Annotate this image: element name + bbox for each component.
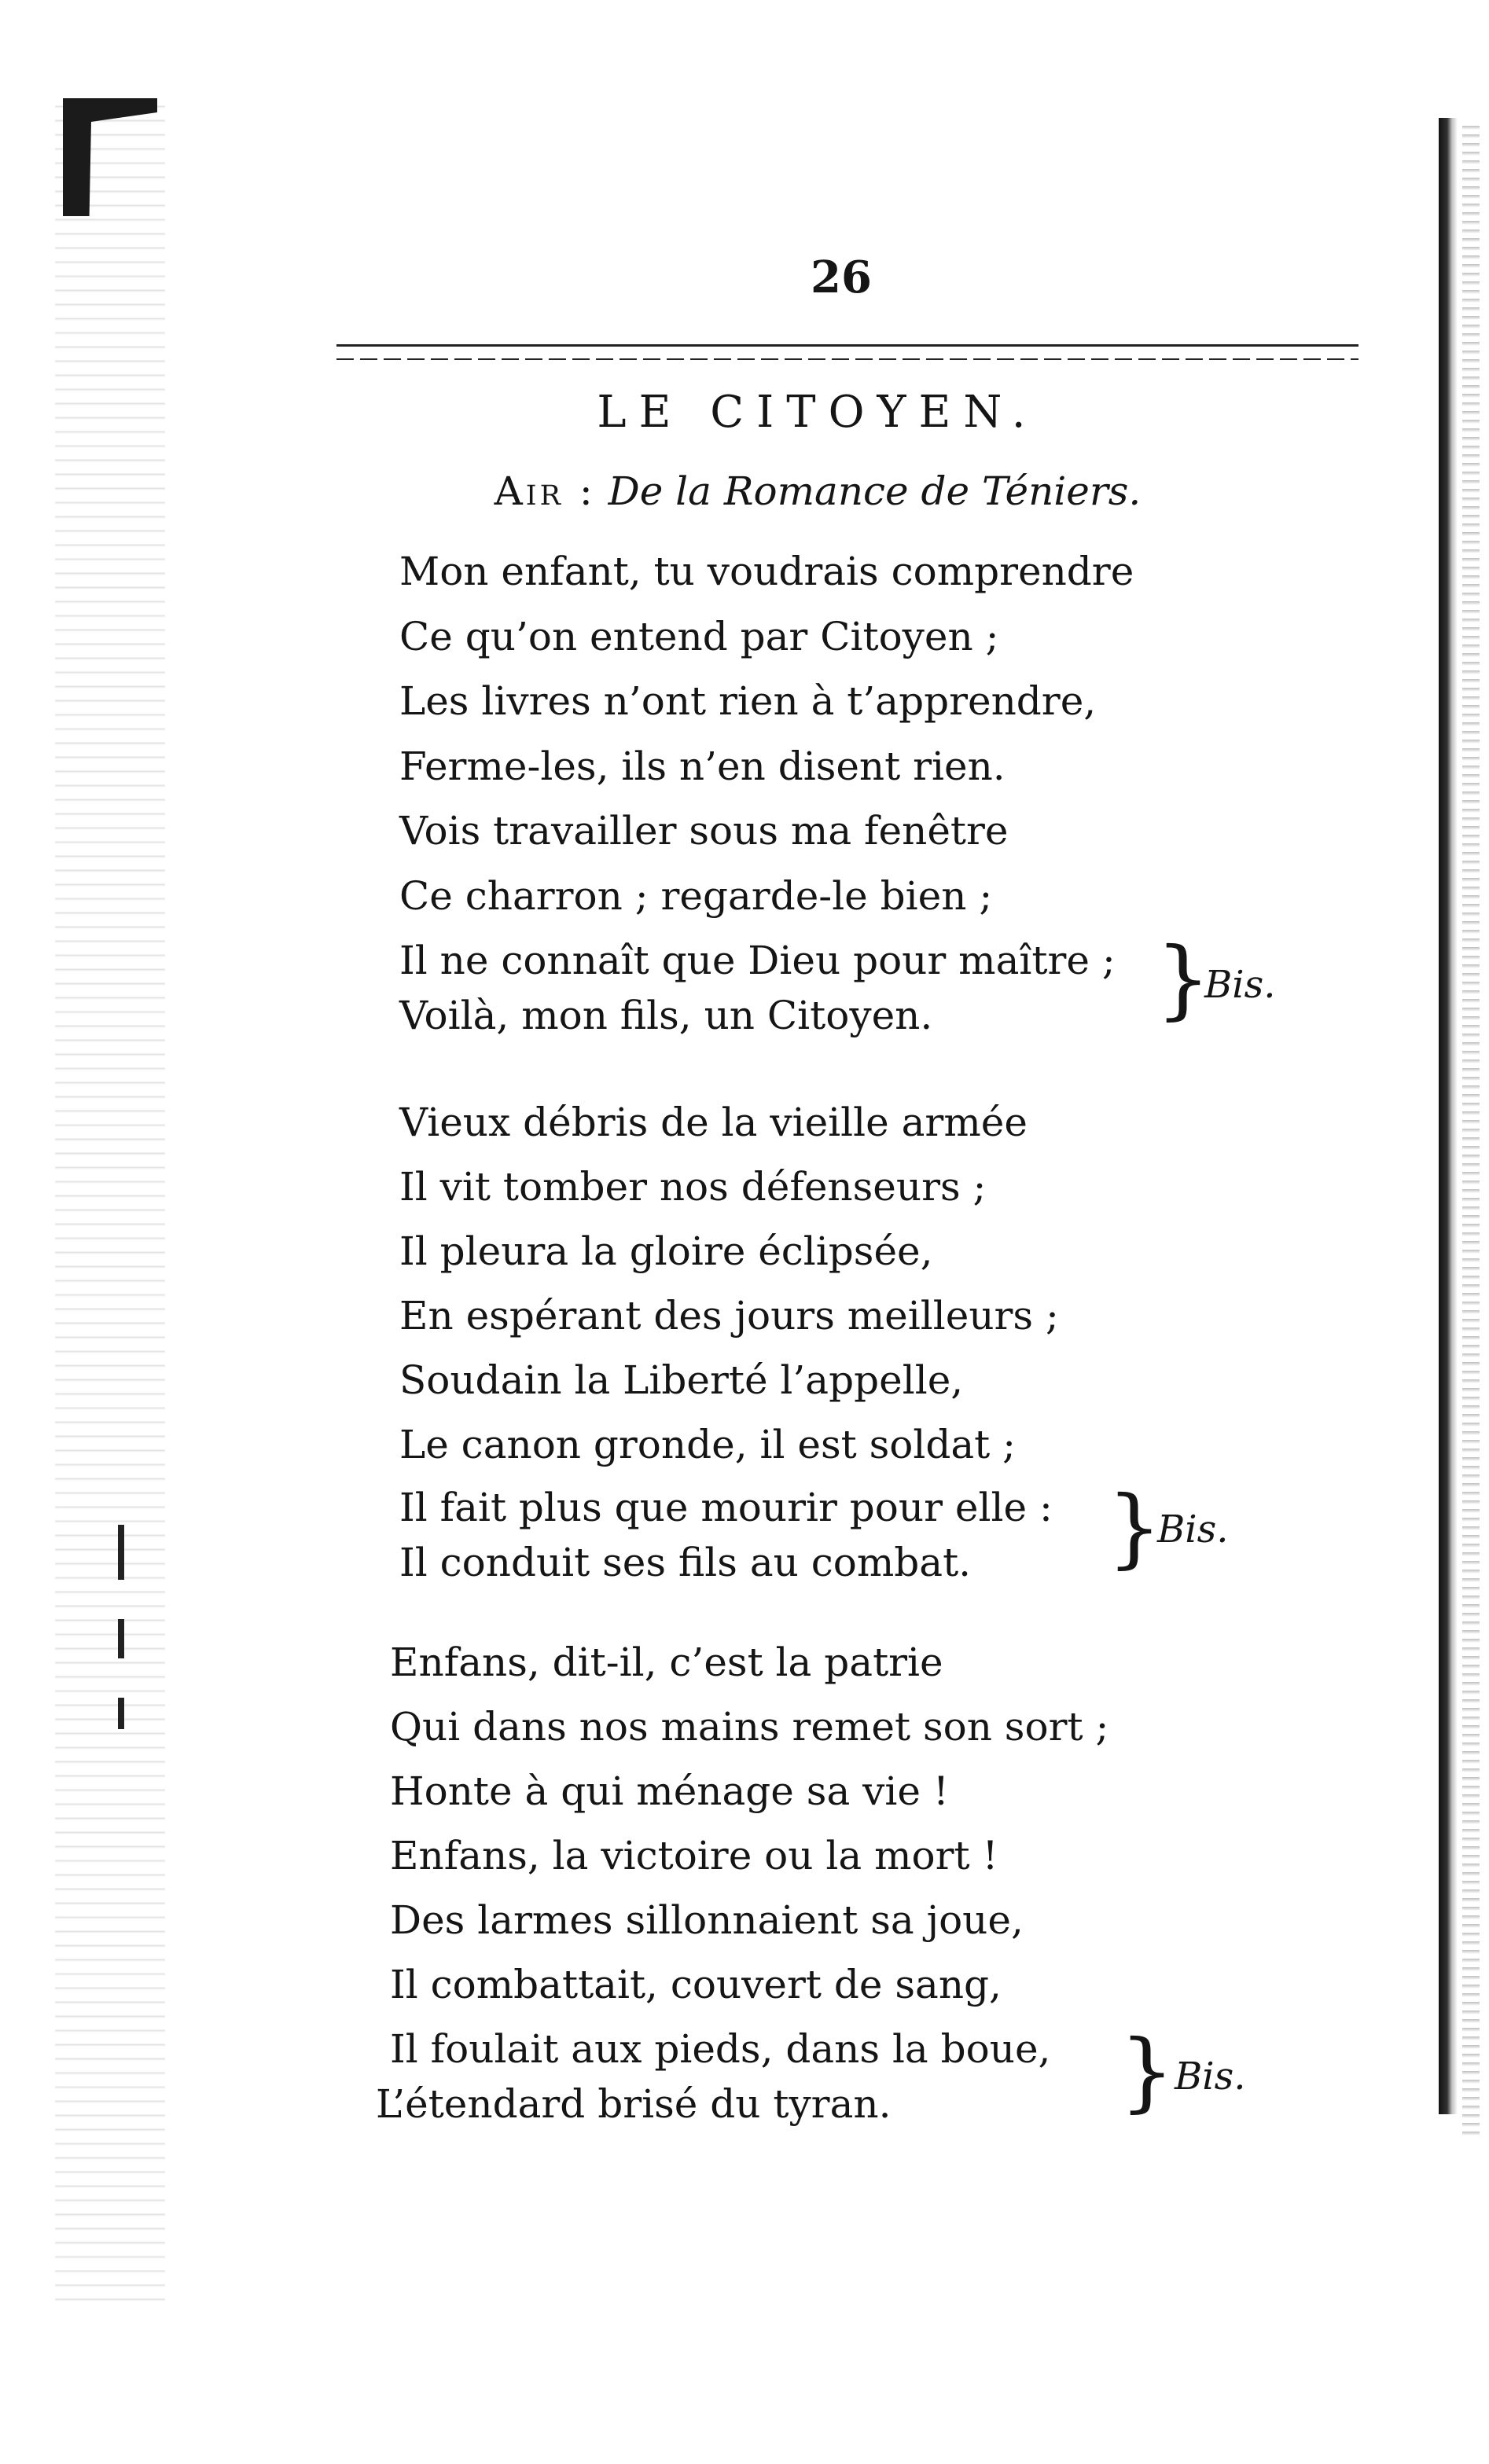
scan-left-edge-shadow (55, 94, 165, 2311)
verse-line: Il pleura la gloire éclipsée, (399, 1228, 933, 1274)
verse-line: Ce qu’on entend par Citoyen ; (399, 614, 999, 659)
verse-line: Vois travailler sous ma fenêtre (399, 808, 1009, 854)
verse-line: Il conduit ses fils au combat. (399, 1540, 972, 1585)
refrain-bis: Bis. (1157, 1507, 1229, 1551)
verse-line: Ce charron ; regarde-le bien ; (399, 873, 993, 919)
scan-right-edge-shadow (1439, 118, 1458, 2114)
refrain-brace: } (1156, 928, 1211, 1029)
verse-line: Soudain la Liberté l’appelle, (399, 1357, 964, 1403)
header-rule (336, 344, 1358, 347)
refrain-brace: } (1107, 1477, 1162, 1577)
song-title: LE CITOYEN. (597, 387, 1039, 438)
verse-line: L’étendard brisé du tyran. (376, 2081, 892, 2127)
verse-line: Les livres n’ont rien à t’apprendre, (399, 678, 1097, 724)
verse-line: En espérant des jours meilleurs ; (399, 1293, 1059, 1338)
verse-line: Il combattait, couvert de sang, (390, 1962, 1002, 2007)
verse-line: Voilà, mon fils, un Citoyen. (399, 993, 933, 1038)
verse-line: Enfans, la victoire ou la mort ! (390, 1833, 998, 1878)
scan-left-dash (118, 1698, 124, 1729)
verse-line: Enfans, dit-il, c’est la patrie (390, 1640, 943, 1685)
refrain-bis: Bis. (1175, 2055, 1246, 2099)
verse-line: Qui dans nos mains remet son sort ; (390, 1704, 1109, 1750)
scan-left-dash (118, 1619, 124, 1658)
refrain-bis: Bis. (1204, 963, 1276, 1007)
verse-line: Des larmes sillonnaient sa joue, (390, 1897, 1024, 1943)
air-line (440, 468, 1195, 514)
air-tune: De la Romance de Téniers. (608, 468, 1142, 514)
header-rule-dashed (336, 358, 1358, 360)
verse-line: Honte à qui ménage sa vie ! (390, 1768, 949, 1814)
refrain-brace: } (1120, 2021, 1175, 2121)
page-number: 26 (811, 252, 872, 303)
verse-line: Il fait plus que mourir pour elle : (399, 1485, 1053, 1530)
scan-left-dash (118, 1525, 124, 1580)
verse-line: Ferme-les, ils n’en disent rien. (399, 744, 1006, 789)
verse-line: Il vit tomber nos défenseurs ; (399, 1164, 987, 1210)
verse-line: Il foulait aux pieds, dans la boue, (390, 2026, 1051, 2072)
verse-line: Mon enfant, tu voudrais comprendre (399, 549, 1134, 594)
verse-line: Vieux débris de la vieille armée (399, 1100, 1028, 1145)
verse-line: Le canon gronde, il est soldat ; (399, 1422, 1017, 1467)
air-label: Air : (494, 468, 596, 514)
scan-right-edge-texture (1462, 126, 1480, 2138)
verse-line: Il ne connaît que Dieu pour maître ; (399, 938, 1116, 983)
